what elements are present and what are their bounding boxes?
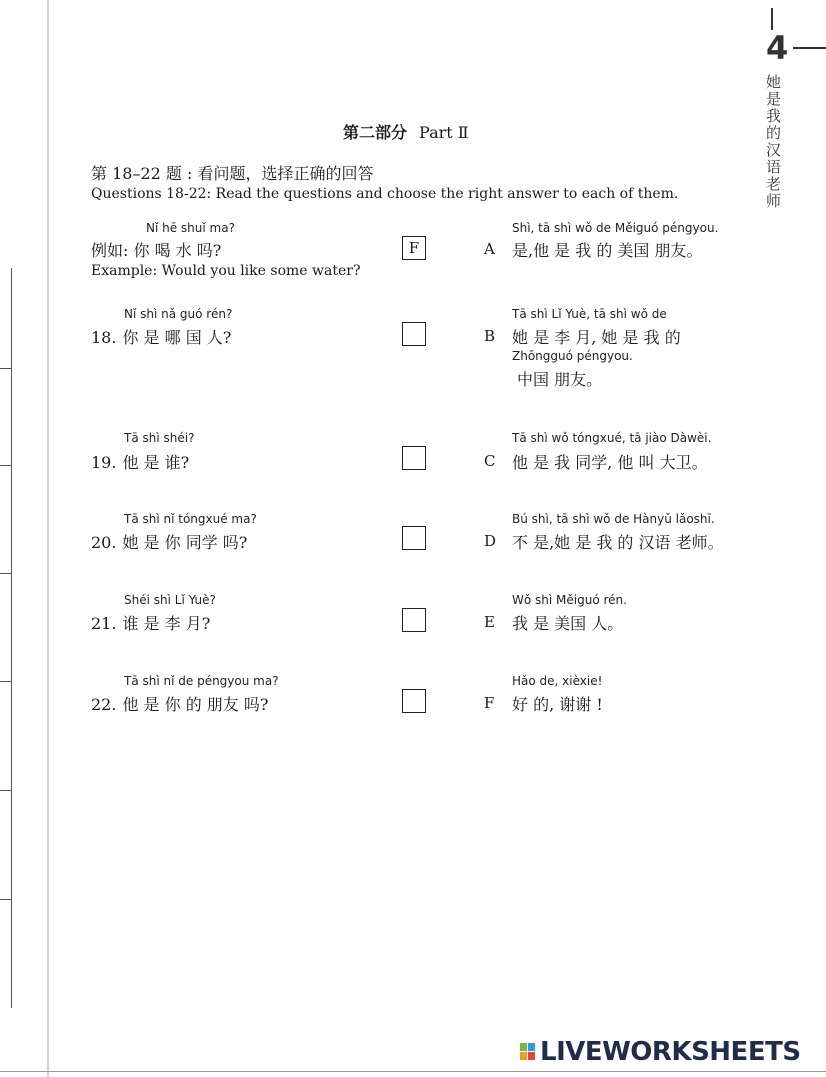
question-19: [91, 450, 189, 473]
question-22-pinyin: Tā shì nǐ de péngyou ma?: [124, 674, 279, 688]
question-20-pinyin: Tā shì nǐ tóngxué ma?: [124, 512, 257, 526]
instructions-cn: 第 18–22 题 : 看问题，选择正确的回答: [91, 164, 374, 183]
question-18: [91, 325, 231, 348]
example-answer-box: F: [402, 236, 426, 260]
liveworksheets-logo-icon: [520, 1043, 536, 1061]
question-22: [91, 692, 268, 715]
question-18-pinyin: Nǐ shì nǎ guó rén?: [124, 307, 233, 321]
answer-box-19[interactable]: [402, 446, 426, 470]
option-f-text: 好 的, 谢谢 !: [512, 695, 603, 714]
part-header: [343, 120, 469, 143]
option-d-letter: D: [484, 532, 497, 550]
liveworksheets-wordmark: LIVEWORKSHEETS: [540, 1037, 801, 1067]
question-text: 他 是 你 的 朋友 吗?: [122, 695, 269, 714]
answer-box-22[interactable]: [402, 689, 426, 713]
option-e-letter: E: [484, 613, 495, 631]
example-text: 你 喝 水 吗?: [133, 241, 222, 260]
answer-box-18[interactable]: [402, 322, 426, 346]
question-20: [91, 530, 247, 553]
option-c-pinyin: Tā shì wǒ tóngxué, tā jiào Dàwèi.: [512, 431, 712, 445]
option-b-letter: B: [484, 327, 496, 345]
option-b-text: 她 是 李 月, 她 是 我 的: [512, 328, 681, 347]
question-text: 谁 是 李 月?: [122, 614, 211, 633]
option-b-text-line2: 中国 朋友。: [517, 370, 603, 389]
example-label: 例如:: [91, 241, 129, 260]
option-d-text: 不 是,她 是 我 的 汉语 老师。: [512, 533, 724, 552]
page-binding-edge: [47, 0, 49, 1077]
chapter-title: 她是我的汉语老师: [766, 73, 782, 210]
option-b-pinyin: Tā shì Lǐ Yuè, tā shì wǒ de: [512, 307, 667, 321]
left-margin-strip: [0, 268, 12, 1008]
option-a-text: 是,他 是 我 的 美国 朋友。: [512, 241, 703, 260]
option-e-pinyin: Wǒ shì Měiguó rén.: [512, 593, 627, 607]
question-19-pinyin: Tā shì shéi?: [124, 431, 195, 445]
option-f-letter: F: [484, 694, 495, 712]
example-question: [91, 238, 221, 261]
option-f-pinyin: Hǎo de, xièxie!: [512, 674, 603, 688]
question-21: [91, 611, 210, 634]
option-a-pinyin: Shì, tā shì wǒ de Měiguó péngyou.: [512, 221, 719, 235]
part-title-cn: 第二部分: [343, 123, 408, 142]
option-a-letter: A: [484, 240, 495, 258]
question-number: 22.: [91, 695, 117, 714]
question-number: 19.: [91, 453, 117, 472]
answer-box-20[interactable]: [402, 526, 426, 550]
example-pinyin: Nǐ hē shuǐ ma?: [146, 221, 235, 235]
option-b-pinyin-line2: Zhōngguó péngyou.: [512, 349, 633, 363]
question-21-pinyin: Shéi shì Lǐ Yuè?: [124, 593, 216, 607]
instructions-en: Questions 18-22: Read the questions and choose the right answer to each of them.: [91, 186, 679, 202]
option-c-text: 他 是 我 同学, 他 叫 大卫。: [512, 453, 708, 472]
answer-box-21[interactable]: [402, 608, 426, 632]
question-text: 你 是 哪 国 人?: [122, 328, 232, 347]
option-c-letter: C: [484, 452, 496, 470]
question-text: 她 是 你 同学 吗?: [122, 533, 248, 552]
chapter-tab: [766, 0, 826, 240]
question-number: 20.: [91, 533, 117, 552]
question-number: 21.: [91, 614, 117, 633]
question-text: 他 是 谁?: [122, 453, 190, 472]
question-number: 18.: [91, 328, 117, 347]
example-translation: Example: Would you like some water?: [91, 263, 361, 279]
option-d-pinyin: Bú shì, tā shì wǒ de Hànyǔ lǎoshī.: [512, 512, 715, 526]
chapter-number: 4: [766, 29, 789, 67]
option-e-text: 我 是 美国 人。: [512, 614, 624, 633]
part-title-en: Part Ⅱ: [419, 123, 469, 142]
bottom-rule: [0, 1071, 826, 1072]
